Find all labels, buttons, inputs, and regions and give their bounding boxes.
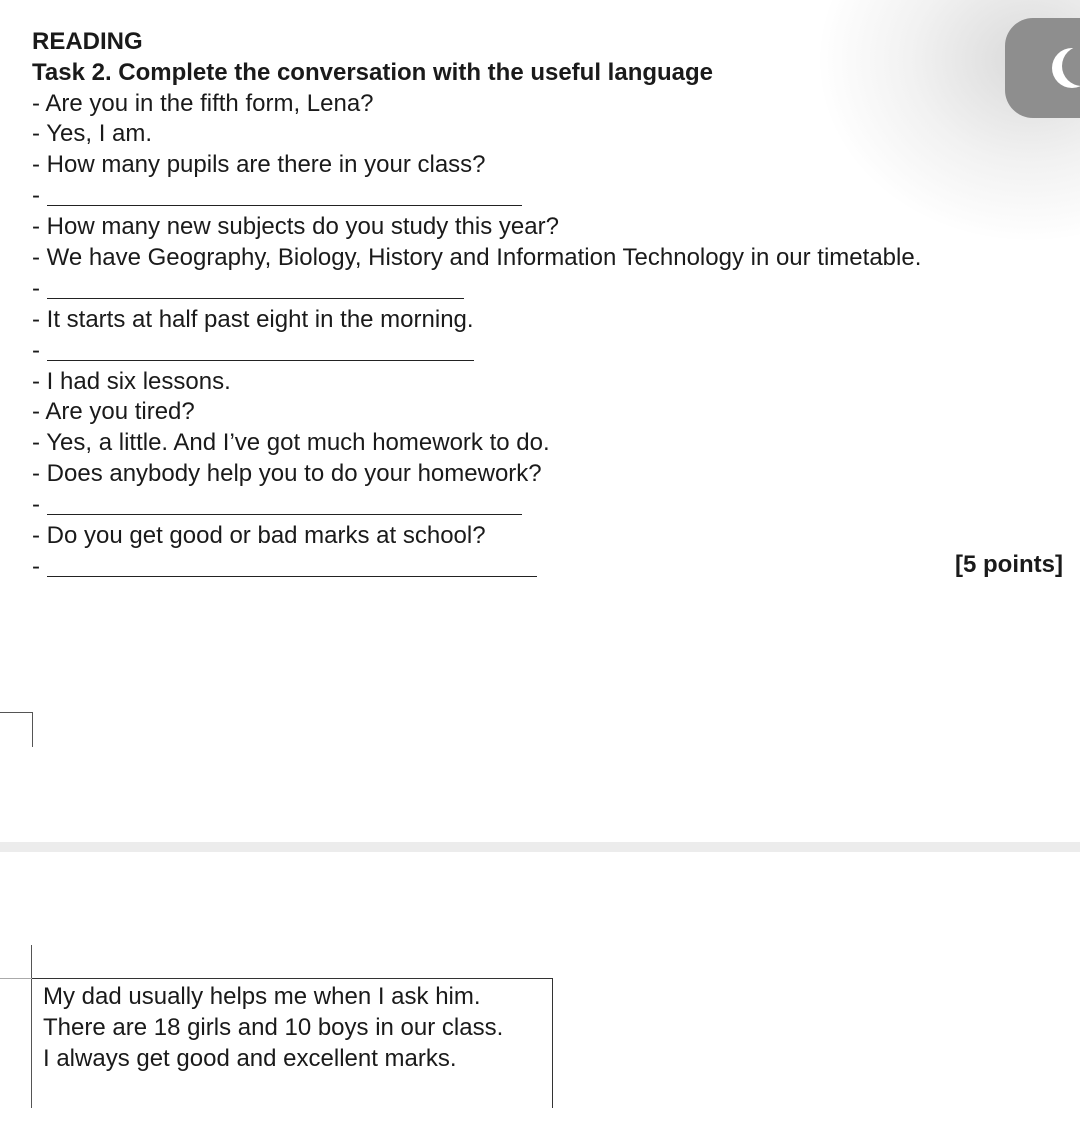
blank-line	[47, 514, 522, 515]
dialogue-line: - Does anybody help you to do your homework?	[32, 460, 542, 487]
moon-icon[interactable]	[1052, 48, 1080, 88]
blank-dash: -	[32, 337, 40, 364]
dialogue-line: - We have Geography, Biology, History and Information Technology in our timetable.	[32, 244, 922, 271]
frame-corner	[0, 712, 33, 747]
blank-dash: -	[32, 275, 40, 302]
blank-line	[47, 298, 464, 299]
blank-line	[47, 360, 474, 361]
dialogue-line: - How many pupils are there in your class?	[32, 151, 486, 178]
answer-blank[interactable]	[32, 552, 40, 582]
answer-option: My dad usually helps me when I ask him.	[43, 983, 481, 1010]
dialogue-line: - It starts at half past eight in the morning.	[32, 306, 474, 333]
answer-blank[interactable]	[32, 274, 40, 304]
answer-option: I always get good and excellent marks.	[43, 1045, 457, 1072]
dialogue-line: - I had six lessons.	[32, 368, 231, 395]
blank-dash: -	[32, 553, 40, 580]
answer-blank[interactable]	[32, 336, 40, 366]
dialogue-line: - Do you get good or bad marks at school?	[32, 522, 486, 549]
frame-edge	[0, 978, 32, 979]
dialogue-line: - How many new subjects do you study this year?	[32, 213, 559, 240]
blank-line	[47, 576, 537, 577]
dialogue-line: - Yes, I am.	[32, 120, 153, 147]
answer-blank[interactable]	[32, 490, 40, 520]
blank-dash: -	[32, 182, 40, 209]
task-title: Task 2. Complete the conversation with the useful language	[32, 59, 714, 86]
dialogue-line: - Are you tired?	[32, 398, 195, 425]
points-label: [5 points]	[955, 551, 1063, 578]
section-divider	[0, 842, 1080, 852]
answer-blank[interactable]	[32, 181, 40, 211]
blank-dash: -	[32, 491, 40, 518]
answer-options-box	[32, 978, 553, 1108]
section-heading: READING	[32, 28, 143, 55]
blank-line	[47, 205, 522, 206]
answer-option: There are 18 girls and 10 boys in our class.	[43, 1014, 504, 1041]
dialogue-line: - Are you in the fifth form, Lena?	[32, 90, 374, 117]
dialogue-line: - Yes, a little. And I’ve got much homework to do.	[32, 429, 550, 456]
